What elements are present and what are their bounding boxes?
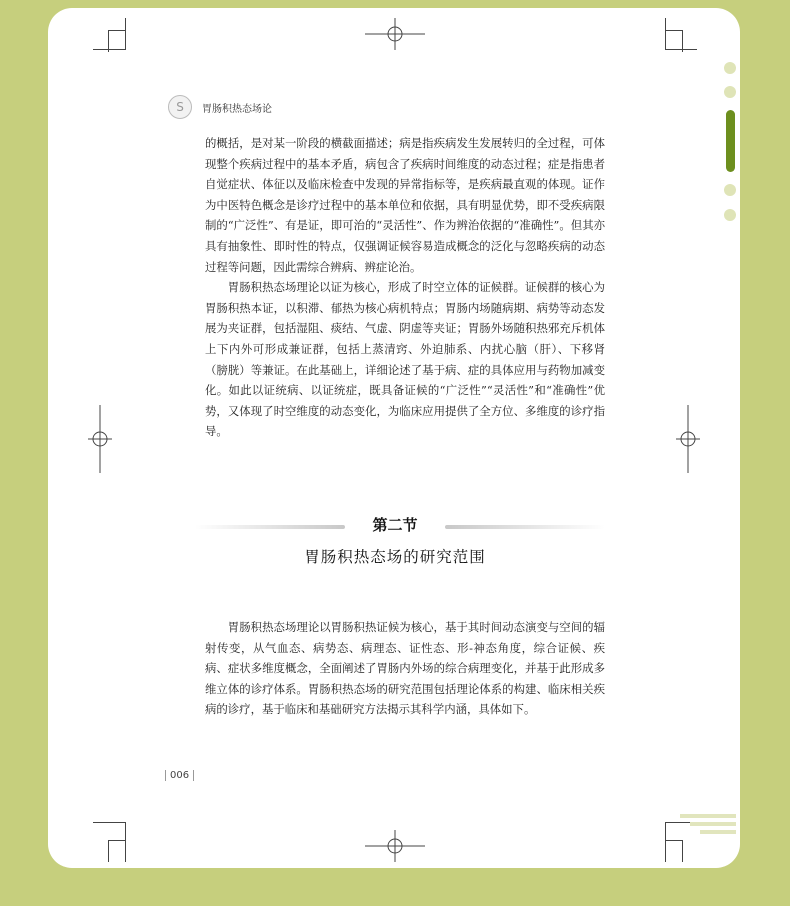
paragraph: 胃肠积热态场理论以证为核心，形成了时空立体的证候群。证候群的核心为胃肠积热本证，以积滞、郁热为核心病机特点；胃肠内场随病期、病势等动态发展为夹证群，包括湿阻、痰结、气虚、阴虚等夹证；胃肠外场随积热邪充斥机体上下内外可形成兼证群，包括上蒸清窍、外迫肺系、内扰心脑（肝）、下移肾（膀胱）等兼证。在此基础上，详细论述了基于病、症的具体应用与药物加减变化。如此以证统病、以证统症，既具备证候的“广泛性”“灵活性”和“准确性”优势，又体现了时空维度的动态变化，为临床应用提供了全方位、多维度的诊疗指导。	[205, 280, 605, 439]
section-title: 胃肠积热态场的研究范围	[304, 548, 486, 566]
section-number: 第二节	[372, 516, 418, 534]
body-text-section	[205, 617, 605, 720]
section-rule-right	[445, 525, 605, 529]
paragraph: 胃肠积热态场理论以胃肠积热证候为核心，基于其时间动态演变与空间的辐射传变，从气血态、病势态、病理态、证性态、形-神态角度，综合证候、疾病、症状多维度概念，全面阐述了胃肠内外场的综合病理变化，并基于此形成多维立体的诊疗体系。胃肠积热态场的研究范围包括理论体系的构建、临床相关疾病的诊疗，基于临床和基础研究方法揭示其科学内涵，具体如下。	[205, 620, 605, 717]
body-text-top	[205, 133, 605, 442]
registration-mark-top	[365, 18, 425, 50]
registration-mark-bottom	[365, 830, 425, 862]
page-number: 006	[165, 770, 194, 781]
running-head	[168, 95, 272, 119]
side-tab-dot[interactable]	[724, 86, 736, 98]
side-tab-dot[interactable]	[724, 209, 736, 221]
book-logo-icon: S	[168, 95, 192, 119]
side-tab-dot[interactable]	[724, 184, 736, 196]
registration-mark-left	[88, 405, 112, 473]
section-rule-left	[195, 525, 345, 529]
registration-mark-right	[676, 405, 700, 473]
side-tab-active[interactable]	[726, 110, 735, 172]
running-head-title: 胃肠积热态场论	[202, 103, 272, 115]
paragraph-continued: 的概括，是对某一阶段的横截面描述；病是指疾病发生发展转归的全过程，可体现整个疾病过程中的基本矛盾，病包含了疾病时间维度的动态过程；症是指患者自觉症状、体征以及临床检查中发现的异常指标等，是疾病最直观的体现。证作为中医特色概念是诊疗过程中的基本单位和依据，具有明显优势，即不受疾病限制的“广泛性”、有是证，即可治的“灵活性”、作为辨治依据的“准确性”。但其亦具有抽象性、即时性的特点，仅强调证候容易造成概念的泛化与忽略疾病的动态过程等问题，因此需综合辨病、辨症论治。	[205, 136, 605, 274]
side-tab-dot[interactable]	[724, 62, 736, 74]
